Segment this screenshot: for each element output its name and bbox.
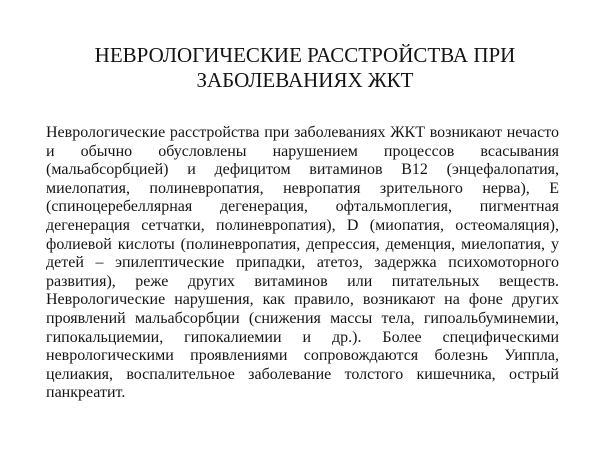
body-line: неврологическими проявлениями сопровождаются болезнь Уиппла, (46, 347, 559, 365)
body-line: Неврологические расстройства при заболеваниях ЖКТ возникают нечасто (46, 124, 559, 141)
body-paragraph (46, 124, 559, 403)
body-line: целиакия, воспалительное заболевание толстого кишечника, острый (46, 365, 559, 383)
body-line: гипокальциемии, гипокалиемии и др.). Более специфическими (46, 328, 559, 346)
body-line: фолиевой кислоты (полиневропатия, депрессия, деменция, миелопатия, у (46, 235, 559, 253)
body-line: и обычно обусловлены нарушением процессов всасывания (46, 142, 559, 160)
body-line: Неврологические нарушения, как правило, возникают на фоне других (46, 291, 559, 309)
slide-title-line-2: ЗАБОЛЕВАНИЯХ ЖКТ (196, 68, 414, 92)
body-line: панкреатит. (46, 384, 126, 402)
slide-title (40, 43, 570, 93)
body-line: (мальабсорбцией) и дефицитом витаминов В12 (энцефалопатия, (46, 161, 559, 179)
body-line: дегенерация сетчатки, полиневропатия), D (миопатия, остеомаляция), (46, 216, 559, 234)
body-line: миелопатия, полиневропатия, невропатия зрительного нерва), Е (46, 179, 559, 197)
slide-title-line-1: НЕВРОЛОГИЧЕСКИЕ РАССТРОЙСТВА ПРИ (94, 43, 516, 67)
body-line: развития), реже других витаминов или питательных веществ. (46, 272, 559, 290)
body-line: проявлений мальабсорбции (снижения массы тела, гипоальбуминемии, (46, 309, 559, 327)
body-line: (спиноцеребеллярная дегенерация, офтальмоплегия, пигментная (46, 198, 559, 216)
body-line: детей – эпилептические припадки, атетоз, задержка психомоторного (46, 254, 559, 272)
